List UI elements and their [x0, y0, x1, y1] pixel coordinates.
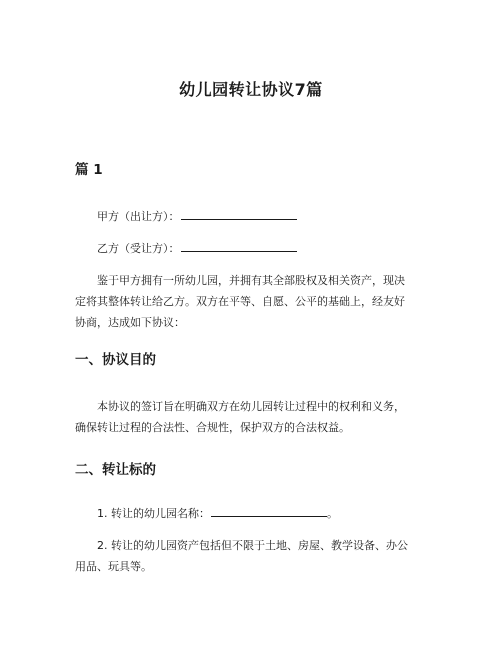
section-1-heading: 一、协议目的	[75, 352, 156, 368]
intro-line-2: 定将其整体转让给乙方。双方在平等、自愿、公平的基础上，经友好	[75, 295, 405, 308]
section-1-line-2: 确保转让过程的合法性、合规性，保护双方的合法权益。	[75, 421, 350, 434]
intro-line-1: 鉴于甲方拥有一所幼儿园，并拥有其全部股权及相关资产，现决	[97, 274, 405, 287]
party-b-label: 乙方（受让方）：	[97, 242, 180, 255]
item-2-line-2: 用品、玩具等。	[75, 560, 152, 573]
party-a-line	[97, 206, 452, 227]
item-1-blank	[211, 504, 327, 517]
party-b-blank	[181, 239, 297, 252]
section-2-item-1	[97, 503, 452, 524]
item-1-label: 1. 转让的幼儿园名称：	[97, 507, 210, 520]
item-1-suffix: 。	[327, 507, 338, 520]
section-2-heading: 二、转让标的	[75, 462, 156, 478]
party-a-blank	[181, 207, 297, 220]
intro-line-3: 协商，达成如下协议：	[75, 316, 185, 329]
party-a-label: 甲方（出让方）：	[97, 210, 180, 223]
section-1-paragraph	[75, 396, 430, 438]
chapter-heading: 篇 1	[75, 162, 103, 178]
intro-paragraph	[75, 270, 430, 333]
item-2-line-1: 2. 转让的幼儿园资产包括但不限于土地、房屋、教学设备、办公	[97, 539, 408, 552]
section-1-line-1: 本协议的签订旨在明确双方在幼儿园转让过程中的权利和义务，	[97, 400, 405, 413]
document-title: 幼儿园转让协议7篇	[179, 80, 323, 99]
party-b-line	[97, 238, 452, 259]
section-2-item-2	[75, 535, 430, 577]
